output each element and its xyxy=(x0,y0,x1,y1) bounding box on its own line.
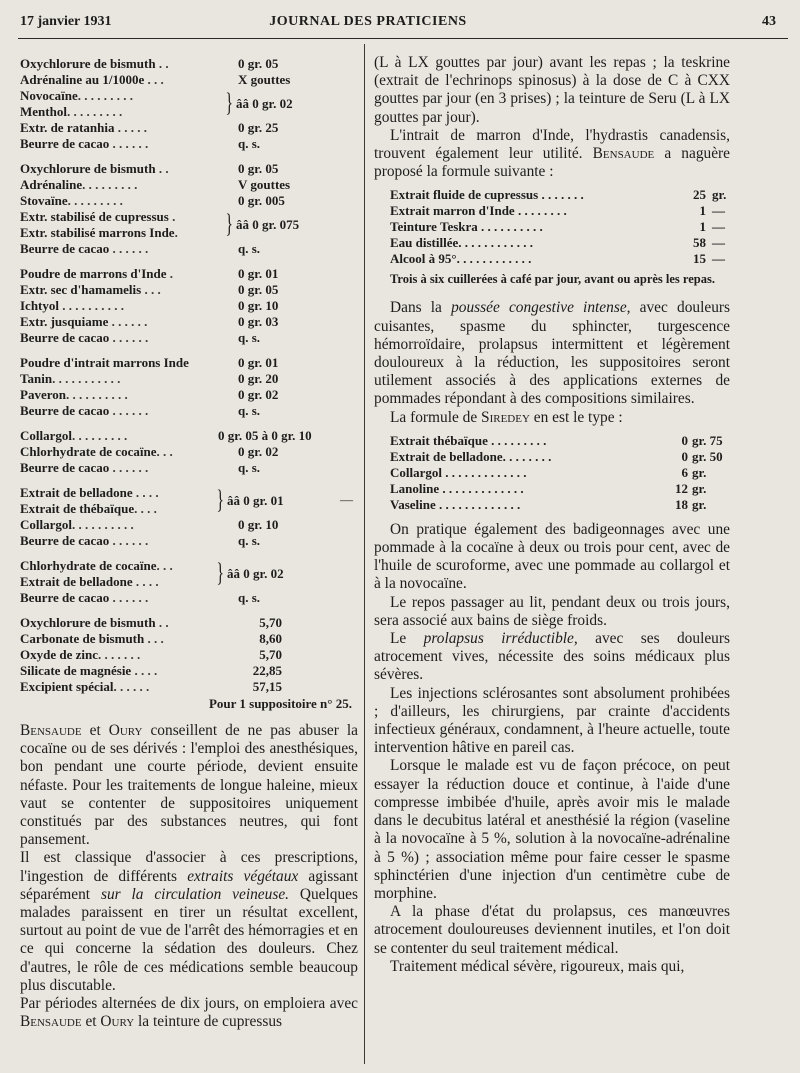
right-column xyxy=(374,54,730,976)
paragraph: (L à LX gouttes par jour) avant les repas ; la teskrine (extrait de l'echrinops spinosus) à la dose de C à CXX gouttes par jour (en 3 prises) ; la teinture de Seru (L à LX gouttes par jour). xyxy=(374,54,730,126)
side-dash: — xyxy=(340,492,353,507)
table-row: Vaseline . . . . . . . . . . . . . 18 gr. xyxy=(390,496,707,512)
paragraph: Le prolapsus irréductible, avec ses douleurs atrocement vives, nécessite des soins médicaux plus sévères. xyxy=(374,630,730,684)
table-row: Eau distillée. . . . . . . . . . . . 58 — xyxy=(390,235,725,251)
table-row: Extrait fluide de cupressus . . . . . . . 25 gr. xyxy=(390,187,727,203)
paragraph: A la phase d'état du prolapsus, ces manœuvres atrocement douloureuses deviennent inutiles, et l'on doit se contenter du seul traitement médical. xyxy=(374,903,730,957)
formula-line: Extr. de ratanhia . . . . . 0 gr. 25 xyxy=(20,120,279,135)
table-row: Collargol . . . . . . . . . . . . . 6 gr. xyxy=(390,464,707,480)
paragraph: Les injections sclérosantes sont absolument prohibées ; d'ailleurs, les chirurgiens, par crainte d'accidents infectieux généraux, condamnent, à l'heure actuelle, toute intervention hâtive en pareil cas. xyxy=(374,684,730,757)
formula-brace-pair: Novocaïne. . . . . . . . . Menthol. . . . . . . . . } ââ 0 gr. 02 xyxy=(20,88,293,119)
brace-glyph: } xyxy=(216,558,224,587)
paragraph: La formule de Siredey en est le type : xyxy=(390,408,623,426)
paragraph: Lorsque le malade est vu de façon précoce, on peut essayer la réduction douce et continue, à l'aide d'une compresse imbibée d'huile, après avoir mis le malade dans le decubitus latéral et anesthésié la région (vaseline à la novocaïne à 5 %, solution à la novocaïne-adrénaline à 5 %) ; association même pour faire cesser le spasme sphinctérien d'une injection d'un centimètre cube de morphine. xyxy=(374,757,730,902)
table-row: Teinture Teskra . . . . . . . . . . 1 — xyxy=(390,219,725,235)
left-body-text xyxy=(20,722,358,1031)
brace-glyph: } xyxy=(225,88,233,117)
brace-glyph: } xyxy=(225,209,233,238)
table-row: Extrait thébaïque . . . . . . . . . 0 gr. 75 xyxy=(390,432,723,448)
left-column xyxy=(20,56,358,1031)
table-row: Extrait de belladone. . . . . . . . 0 gr. 50 xyxy=(390,448,723,464)
paragraph: Bensaude et Oury conseillent de ne pas abuser la cocaïne ou de ses dérivés : l'emploi des anesthésiques, bon pendant une courte période, devient ensuite néfaste. Pour les traitements de longue haleine, mieux vaut se contenter de suppositoires uniquement constitués par des substances neutres, qui font pansement. xyxy=(20,722,358,849)
suppository-total: Pour 1 suppositoire n° 25. xyxy=(208,696,352,711)
page-number: 43 xyxy=(762,14,776,29)
formula-2: Oxychlorure de bismuth . . 0 gr. 05 Adrénaline. . . . . . . . . V gouttes Stovaïne. . . . . . . . . 0 gr. 005 Extr. stabilisé de cupressus . Extr. stabilisé marrons Inde. } ââ 0 gr. 075 Beurre de cacao . . . . . . q. s. xyxy=(20,161,358,257)
paragraph: Il est classique d'associer à ces prescriptions, l'ingestion de différents extraits végétaux agissant séparément sur la circulation veineuse. Quelques malades paraissent en tirer un résultat excellent, surtout au point de vue de l'arrêt des hémorragies et en ce qui concerne la sédation des douleurs. Chez d'autres, le rôle de ces médications semble beaucoup plus discutable. xyxy=(20,849,359,994)
formula-line: Adrénaline au 1/1000e . . . X gouttes xyxy=(20,72,291,87)
paragraph: L'intrait de marron d'Inde, l'hydrastis canadensis, trouvent également leur utilité. Bensaude a naguère proposé la formule suivante : xyxy=(374,126,730,181)
formula-table-bensaude xyxy=(390,187,730,267)
journal-title: JOURNAL DES PRATICIENS xyxy=(269,14,467,29)
formula-5: Collargol. . . . . . . . . 0 gr. 05 à 0 gr. 10 Chlorhydrate de cocaïne. . . 0 gr. 02 Beurre de cacao . . . . . . q. s. xyxy=(20,428,312,475)
formula-8: Oxychlorure de bismuth . . 5,70 Carbonate de bismuth . . . 8,60 Oxyde de zinc. . . . . . . 5,70 Silicate de magnésie . . . . 22,85 Excipient spécial. . . . . . 57,15 Pour 1 suppositoire n° 25. xyxy=(20,615,358,712)
column-divider xyxy=(364,44,365,1064)
table-row: Lanoline . . . . . . . . . . . . . 12 gr. xyxy=(390,480,707,496)
paragraph: Par périodes alternées de dix jours, on emploiera avec Bensaude et Oury la teinture de cupressus xyxy=(20,995,358,1031)
formula-6: Extrait de belladone . . . . Extrait de thébaïque. . . . } ââ 0 gr. 01 — Collargol. . . . . . . . . . 0 gr. 10 Beurre de cacao . . . . . . q. s. xyxy=(20,485,358,549)
formula-3: Poudre de marrons d'Inde . 0 gr. 01 Extr. sec d'hamamelis . . . 0 gr. 05 Ichtyol . . . . . . . . . . 0 gr. 10 Extr. jusquiame . . . . . . 0 gr. 03 Beurre de cacao . . . . . . q. s. xyxy=(20,266,279,345)
paragraph: On pratique également des badigeonnages avec une pommade à la cocaïne à deux ou trois pour cent, avec de l'huile de scuroforme, avec une pommade au collargol et à la novocaïne. xyxy=(374,520,730,593)
paragraph: Dans la poussée congestive intense, avec douleurs cuisantes, spasme du sphincter, turgescence hémorroïdaire, prolapsus intermittent et légèrement douloureux à la réduction, les suppositoires seront utilement associés à des applications externes de pommades répondant à des compositions similaires. xyxy=(374,299,731,408)
table-row: Extrait marron d'Inde . . . . . . . . 1 — xyxy=(390,203,725,219)
formula-line: Beurre de cacao . . . . . . q. s. xyxy=(20,136,261,151)
page-header xyxy=(20,14,776,36)
paragraph: Le repos passager au lit, pendant deux ou trois jours, sera associé aux bains de siège froids. xyxy=(374,593,730,629)
formula-brace-pair: Extr. stabilisé de cupressus . Extr. stabilisé marrons Inde. } ââ 0 gr. 075 xyxy=(20,209,300,240)
brace-glyph: } xyxy=(216,485,224,514)
formula-brace-pair: Chlorhydrate de cocaïne. . . Extrait de belladone . . . . } ââ 0 gr. 02 xyxy=(20,558,284,589)
formula-1 xyxy=(20,56,358,152)
formula-table-siredey xyxy=(390,433,730,513)
header-rule xyxy=(18,38,788,39)
formula-line: Oxychlorure de bismuth . . 0 gr. 05 xyxy=(20,56,279,71)
formula-brace-pair: Extrait de belladone . . . . Extrait de thébaïque. . . . } ââ 0 gr. 01 — xyxy=(20,485,353,516)
formula-7: Chlorhydrate de cocaïne. . . Extrait de belladone . . . . } ââ 0 gr. 02 Beurre de cacao . . . . . . q. s. xyxy=(20,558,358,606)
formula-4: Poudre d'intrait marrons Inde 0 gr. 01 Tanin. . . . . . . . . . . 0 gr. 20 Paveron. . . . . . . . . . 0 gr. 02 Beurre de cacao . . . . . . q. s. xyxy=(20,355,279,418)
table-row: Alcool à 95°. . . . . . . . . . . . 15 — xyxy=(390,251,725,267)
issue-date: 17 janvier 1931 xyxy=(20,14,112,29)
dosage-note: Trois à six cuillerées à café par jour, avant ou après les repas. xyxy=(390,272,715,287)
paragraph: Traitement médical sévère, rigoureux, mais qui, xyxy=(390,957,685,975)
